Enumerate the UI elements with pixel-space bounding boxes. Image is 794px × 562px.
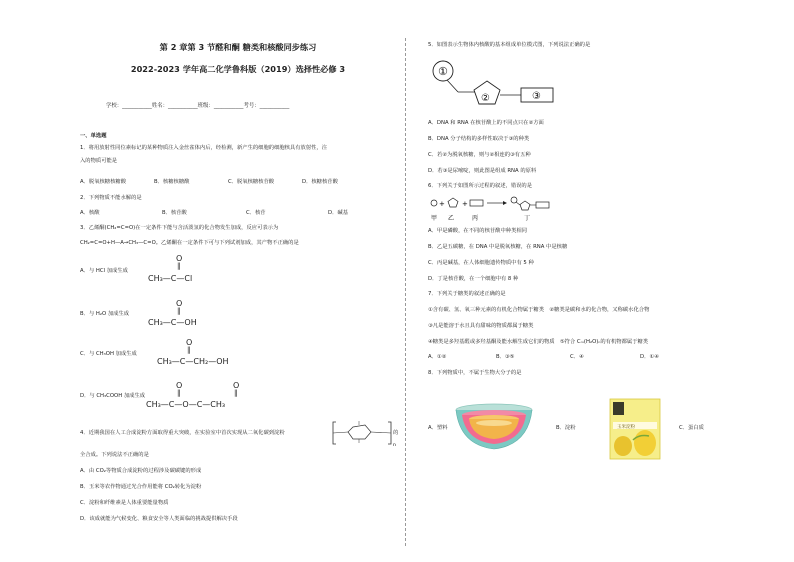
svg-text:丁: 丁 [524,215,531,222]
q7-statement-3: ④糖类是多羟基醛或多羟基酮及能水解生成它们的物质 ⑤符合 Cₘ(H₂O)ₙ的有机物都属于糖类 [428,339,649,345]
svg-text:③: ③ [532,91,541,102]
q1-option-a[interactable]: A．脱氧核糖核糖酸 [80,179,126,185]
q1-stem-1: 1．将用放射性同位素标记的某种物质注入金丝雀体内后，经检测，新产生的细胞的细胞核具有放射性，注 [80,145,328,151]
q6-option-a[interactable]: A．甲是磷酸，在不同的核苷酸中种类相同 [428,228,527,234]
column-divider [405,38,406,546]
svg-text:玉米淀粉: 玉米淀粉 [617,425,635,430]
svg-text:丙: 丙 [472,215,479,222]
exam-subtitle: 2022-2023 学年高二化学鲁科版（2019）选择性必修 3 [130,64,346,74]
q3-option-b-oxygen: O [176,299,183,308]
q1-options [80,179,376,186]
q7-option-c[interactable]: C．④ [570,354,584,360]
q3-option-c-label[interactable]: C．与 CH₃OH 加成生成 [80,351,137,357]
q3-option-d-oxygen-2: O [233,381,240,390]
q5-option-a[interactable]: A．DNA 和 RNA 在核苷酸上的不同点只在②方面 [428,120,544,126]
q6-option-b[interactable]: B．乙是五碳糖，在 DNA 中是脱氧核糖，在 RNA 中是核糖 [428,244,568,250]
q5-option-b[interactable]: B．DNA 分子结构的多样性取决于③的种类 [428,136,530,142]
student-info-line: 学校：___________姓名：___________班级：___________考号：___________ [106,103,290,109]
q3-option-d-label[interactable]: D．与 CH₃COOH 加成生成 [80,393,146,399]
q3-stem-1: 3．乙烯酮(CH₂=C=O)在一定条件下能与含活泼氢的化合物发生加成，反应可表示为 [80,225,279,231]
q4-option-c[interactable]: C．淀粉和纤维素是人体重要能量物质 [80,500,169,506]
q1-option-b[interactable]: B．核糖核糖酸 [154,179,190,185]
svg-text:n: n [393,443,396,447]
section-heading: 一、单选题 [80,133,107,139]
q3-option-b-label[interactable]: B．与 H₂O 加成生成 [80,311,130,317]
svg-text:①: ① [438,65,448,78]
q3-option-a-oxygen: O [176,254,183,263]
q8-option-a[interactable]: A．塑料 [428,425,448,431]
svg-text:+: + [462,200,468,208]
q7-option-d[interactable]: D．①④ [640,354,659,360]
q2-option-a[interactable]: A．核酸 [80,210,100,216]
q4-option-a[interactable]: A．由 CO₂等物质合成淀粉的过程涉及碳碳键的形成 [80,468,202,474]
q3-option-a-formula: CH₃—C—Cl [148,274,193,283]
q7-options [428,354,702,361]
q7-stem: 7．下列关于糖类的叙述正确的是 [428,291,506,297]
q5-option-d[interactable]: D．若③是尿嘧啶，则此图是组成 RNA 的原料 [428,168,537,174]
svg-text:+: + [439,200,445,208]
q4-option-d[interactable]: D．该成就能为气候变化、粮食安全等人类面临的挑战提供解决手段 [80,516,238,522]
q4-stem-2: 全合成。下列说法不正确的是 [80,452,149,458]
q3-option-c-formula: CH₃—C—CH₂—OH [157,357,229,366]
q6-option-c[interactable]: C．丙是碱基，在人体细胞遗传物质中有 5 种 [428,260,534,266]
starch-structure-icon [331,419,399,447]
q8-option-b[interactable]: B．淀粉 [556,425,576,431]
q2-options [80,210,390,217]
q3-option-d-oxygen-1: O [176,381,183,390]
q7-option-a[interactable]: A．①② [428,354,447,360]
q7-statement-1: ①含有碳、氢、氧三种元素的有机化合物属于糖类 ②糖类是碳和水的化合物，又称碳水化合物 [428,307,650,313]
svg-text:甲: 甲 [431,215,438,222]
q2-option-c[interactable]: C．核苷 [246,210,266,216]
q7-statement-2: ③凡是能溶于水且具有甜味的物质都属于糖类 [428,323,534,329]
q3-option-c-oxygen: O [186,338,193,347]
q3-option-d-double-bond-1: ‖ [177,389,181,397]
q6-stem: 6．下列关于如图所示过程的叙述，错误的是 [428,183,533,189]
q3-option-d-formula: CH₃—C—O—C—CH₃ [146,400,226,409]
plastic-bowls-image [452,401,537,456]
q7-option-b[interactable]: B．③⑤ [496,354,515,360]
corn-starch-package-image [609,398,661,460]
nucleotide-diagram [428,56,568,108]
q5-option-c[interactable]: C．若②为脱氧核糖，则与②相连的③有五种 [428,152,531,158]
q3-option-c-double-bond: ‖ [187,346,191,354]
q2-option-d[interactable]: D．碱基 [328,210,348,216]
q1-stem-2: 入的物质可能是 [80,158,118,164]
q4-stem-1-tail: 的 [393,430,399,436]
exam-title: 第 2 章第 3 节醛和酮 糖类和核酸同步练习 [159,42,317,52]
q4-stem-1: 4．近期我国在人工合成淀粉方面取得重大突破，在实验室中首次实现从二氧化碳到淀粉 [80,430,285,436]
q3-option-b-double-bond: ‖ [177,307,181,315]
q3-option-a-double-bond: ‖ [177,262,181,270]
q8-stem: 8．下列物质中，不属于生物大分子的是 [428,370,522,376]
svg-text:乙: 乙 [448,215,455,222]
nucleotide-process-diagram [428,194,578,224]
q3-stem-2: CH₂=C=O+H—A→CH₃—C=O。乙烯酮在一定条件下可与下列试剂加成，其产物不正确的是 [80,240,299,246]
q6-option-d[interactable]: D．丁是核苷酸，在一个细胞中有 8 种 [428,276,519,282]
svg-text:②: ② [481,93,490,104]
q8-option-c[interactable]: C．蛋白质 [679,425,704,431]
q2-stem: 2．下列物质不能水解的是 [80,195,142,201]
q3-option-b-formula: CH₃—C—OH [148,318,197,327]
q3-option-a-label[interactable]: A．与 HCl 加成生成 [80,268,128,274]
q5-stem: 5．如图表示生物体内核酸的基本组成单位模式图，下列说法正确的是 [428,42,591,48]
q1-option-c[interactable]: C．脱氧核糖核苷酸 [228,179,275,185]
q3-option-d-double-bond-2: ‖ [234,389,238,397]
q2-option-b[interactable]: B．核苷酸 [162,210,187,216]
q1-option-d[interactable]: D．核糖核苷酸 [302,179,338,185]
q4-option-b[interactable]: B．玉米等农作物通过光合作用能将 CO₂转化为淀粉 [80,484,202,490]
